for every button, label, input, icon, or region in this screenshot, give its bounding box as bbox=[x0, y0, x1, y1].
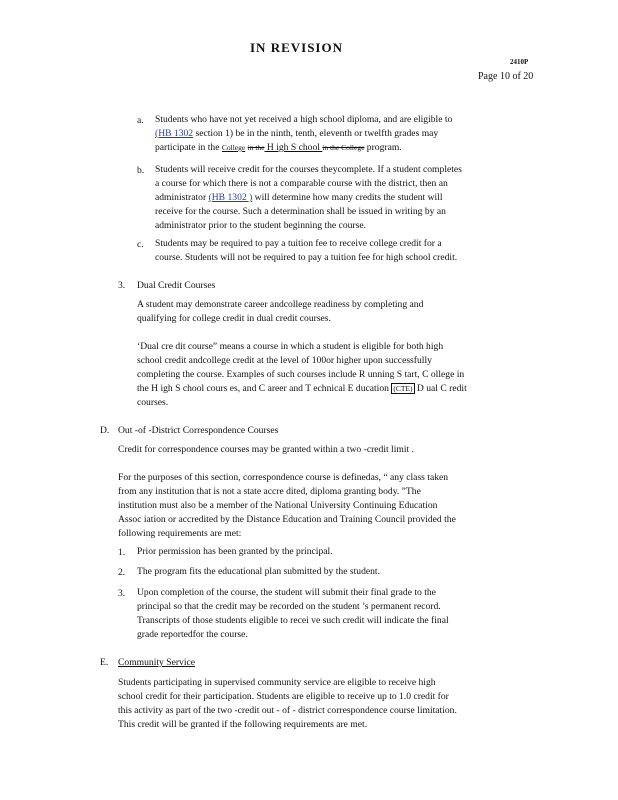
section-3-marker: 3. bbox=[118, 280, 126, 291]
inserted-text-college: College bbox=[221, 143, 246, 152]
section-3-para-2-line-1: ‘Dual cre dit course” means a course in which a student is eligible for both high bbox=[137, 341, 444, 352]
list-item-c-line-1: Students may be required to pay a tuition fee to receive college credit for a bbox=[155, 238, 442, 249]
section-3-para-2-line-3: completing the course. Examples of such courses include R unning S tart, C ollege in bbox=[137, 369, 465, 380]
list-item-b-line-4: receive for the course. Such a determination shall be issued in writing by an bbox=[155, 206, 446, 217]
section-3-para-1-line-2: qualifying for college credit in dual credit courses. bbox=[137, 313, 331, 324]
cte-abbreviation: (CTE) bbox=[393, 384, 413, 393]
deleted-text-in-the-college: in the College bbox=[322, 143, 365, 152]
list-item-b-line-1: Students will receive credit for the courses theycomplete. If a student completes bbox=[155, 164, 462, 175]
hb-1302-link-2[interactable]: (HB 1302 ) bbox=[208, 192, 253, 203]
section-e-heading: Community Service bbox=[118, 657, 196, 668]
section-e-marker: E. bbox=[100, 657, 109, 668]
line-text: participate in the bbox=[155, 142, 222, 153]
section-d-para-2-line-3: institution must also be a member of the National University Continuing Education bbox=[118, 500, 438, 511]
section-d-marker: D. bbox=[100, 425, 110, 436]
document-id: 2410P bbox=[510, 58, 529, 66]
section-d-item-3-line-3: Transcripts of those students eligible to recei ve such credit will indicate the final bbox=[137, 615, 449, 626]
line-text: the H igh S chool cours es, and C areer and T echnical E ducation bbox=[137, 383, 392, 394]
section-d-item-3-line-2: principal so that the credit may be recorded on the student ’s permanent record. bbox=[137, 601, 441, 612]
inserted-text-high-school: H igh S chool bbox=[264, 142, 323, 153]
section-d-item-2-line-1: The program fits the educational plan submitted by the student. bbox=[137, 566, 380, 577]
revision-title: IN REVISION bbox=[250, 40, 343, 55]
line-text: administrator bbox=[155, 192, 209, 203]
section-d-item-3-line-4: grade reportedfor the course. bbox=[137, 629, 248, 640]
section-e-para-line-2: school credit for their participation. Students are eligible to receive up to 1.0 credit for bbox=[118, 691, 449, 702]
list-marker-c: c. bbox=[137, 239, 144, 250]
deleted-text-in-the: in the bbox=[247, 143, 265, 152]
section-e-para-line-1: Students participating in supervised community service are eligible to receive high bbox=[118, 677, 436, 688]
section-3-para-2-line-2: school credit andcollege credit at the level of 100or higher upon successfully bbox=[137, 355, 432, 366]
section-d-heading: Out -of -District Correspondence Courses bbox=[118, 425, 279, 436]
section-d-para-2-line-2: from any institution that is not a state accre dited, diploma granting body. ”The bbox=[118, 486, 421, 497]
section-d-item-1-marker: 1. bbox=[118, 547, 126, 558]
line-text-end: D ual C redit bbox=[414, 383, 467, 394]
section-d-item-3-marker: 3. bbox=[118, 588, 126, 599]
list-item-a-line-1: Students who have not yet received a high school diploma, and are eligible to bbox=[155, 114, 453, 125]
section-d-para-2-line-4: Assoc iation or accredited by the Distance Education and Training Council provided the bbox=[118, 514, 456, 525]
section-d-para-2-line-1: For the purposes of this section, correspondence course is definedas, “ any class taken bbox=[118, 472, 449, 483]
list-item-a-line-3 bbox=[155, 141, 402, 156]
section-e-para-line-3: this activity as part of the two -credit out - of - district correspondence course limitation. bbox=[118, 705, 457, 716]
section-3-para-1-line-1: A student may demonstrate career andcollege readiness by completing and bbox=[137, 299, 424, 310]
section-d-item-1-line-1: Prior permission has been granted by the principal. bbox=[137, 546, 333, 557]
section-d-para-2-line-5: following requirements are met: bbox=[118, 528, 242, 539]
list-marker-b: b. bbox=[137, 165, 145, 176]
list-item-c-line-2: course. Students will not be required to pay a tuition fee for high school credit. bbox=[155, 252, 458, 263]
list-item-a-line-2-text: section 1) be in the ninth, tenth, eleventh or twelfth grades may bbox=[193, 128, 439, 139]
page-number: Page 10 of 20 bbox=[478, 71, 534, 82]
list-item-b-line-3 bbox=[155, 191, 443, 206]
section-e-para-line-4: This credit will be granted if the following requirements are met. bbox=[118, 719, 368, 730]
list-item-b-line-2: a course for which there is not a comparable course with the district, then an bbox=[155, 178, 448, 189]
line-text-end: will determine how many credits the student will bbox=[252, 192, 443, 203]
hb-1302-link[interactable]: (HB 1302 bbox=[155, 128, 194, 139]
list-item-b-line-5: administrator prior to the student beginning the course. bbox=[155, 220, 367, 231]
list-item-a-line-2 bbox=[155, 127, 438, 142]
list-marker-a: a. bbox=[137, 115, 144, 126]
section-3-para-2-line-4 bbox=[137, 382, 467, 397]
line-text-end: program. bbox=[364, 142, 402, 153]
section-3-heading: Dual Credit Courses bbox=[137, 280, 216, 291]
section-d-item-3-line-1: Upon completion of the course, the student will submit their final grade to the bbox=[137, 587, 436, 598]
section-d-para-1: Credit for correspondence courses may be granted within a two -credit limit . bbox=[118, 444, 414, 455]
section-3-para-2-line-5: courses. bbox=[137, 397, 169, 408]
section-d-item-2-marker: 2. bbox=[118, 567, 126, 578]
